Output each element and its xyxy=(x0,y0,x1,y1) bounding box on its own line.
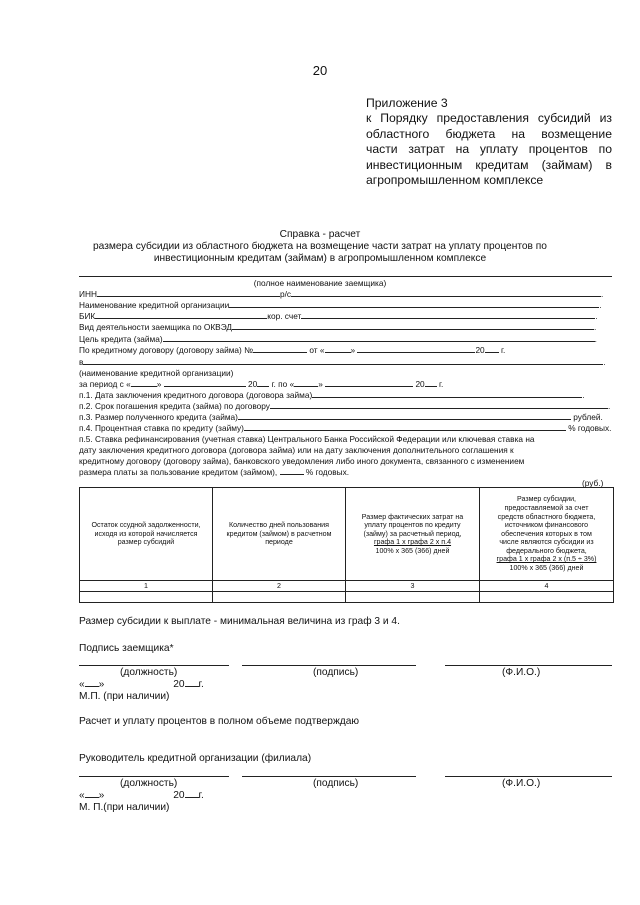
appendix-line: областного бюджета на возмещение xyxy=(366,126,612,141)
period-to-month-field[interactable] xyxy=(325,386,413,387)
p3-field[interactable] xyxy=(238,419,571,420)
fio-line[interactable] xyxy=(445,776,612,777)
col-header-subsidy: Размер субсидии, предоставляемой за счет средств областного бюджета, источником финансового обеспечения которых в том числе являются субсидии из федерального бюджета, графа 1 х графа 2 х (п.5 ÷ 3%) 100% х 365 (366) дней xyxy=(480,488,614,581)
table-cell[interactable] xyxy=(213,592,346,603)
okved-label: Вид деятельности заемщика по ОКВЭД xyxy=(79,322,233,332)
col-number: 2 xyxy=(213,581,346,592)
subsidy-table xyxy=(79,487,614,603)
signature-line[interactable] xyxy=(242,665,416,666)
okved-field[interactable] xyxy=(232,329,594,330)
inn-row: ИНН р/с . xyxy=(79,289,604,299)
period-row: за период с « » 20 г. по « » 20 г. xyxy=(79,379,444,389)
p5-text: п.5. Ставка рефинансирования (учетная ставка) Центрального Банка Российской Федерации или ключевая ставка на xyxy=(79,434,535,444)
col-header-loan-balance: Остаток ссудной задолженности, исходя из которой начисляется размер субсидий xyxy=(80,488,213,581)
date-day-field[interactable] xyxy=(85,797,99,798)
signature-line[interactable] xyxy=(242,776,416,777)
col-header-days: Количество дней пользования кредитом (займом) в расчетном периоде xyxy=(213,488,346,581)
currency-unit: (руб.) xyxy=(582,478,604,488)
kor-field[interactable] xyxy=(301,318,595,319)
borrower-signature-label: Подпись заемщика* xyxy=(79,643,174,654)
bank-name-label: Наименование кредитной организации xyxy=(79,300,230,310)
stamp-note: М. П.(при наличии) xyxy=(79,802,170,813)
rs-field[interactable] xyxy=(291,296,601,297)
col-number: 1 xyxy=(80,581,213,592)
appendix-line: Приложение 3 xyxy=(366,96,448,110)
bik-field[interactable] xyxy=(95,318,267,319)
doc-title: Справка - расчет xyxy=(279,229,361,240)
doc-title: размера субсидии из областного бюджета на возмещение части затрат на уплату процентов по xyxy=(93,241,547,252)
contract-label: По кредитному договору (договору займа) № xyxy=(79,345,254,355)
position-line[interactable] xyxy=(79,776,229,777)
min-value-note: Размер субсидии к выплате - минимальная величина из граф 3 и 4. xyxy=(79,616,400,627)
confirm-text: Расчет и уплату процентов в полном объеме подтверждаю xyxy=(79,716,360,727)
head-label: Руководитель кредитной организации (филиала) xyxy=(79,753,312,764)
period-from-year-field[interactable] xyxy=(257,386,269,387)
borrower-caption: (полное наименование заемщика) xyxy=(253,278,387,288)
col-number: 4 xyxy=(480,581,614,592)
fio-line[interactable] xyxy=(445,665,612,666)
date-year-field[interactable] xyxy=(185,686,199,687)
period-to-day-field[interactable] xyxy=(294,386,318,387)
contract-number-field[interactable] xyxy=(253,352,307,353)
formula: графа 1 х графа 2 х п.4 xyxy=(373,538,452,547)
p3-row: п.3. Размер полученного кредита (займа) рублей. xyxy=(79,412,603,422)
fio-caption: (Ф.И.О.) xyxy=(502,667,541,678)
borrower-name-line xyxy=(79,276,612,277)
p1-row: п.1. Дата заключения кредитного договора (договора займа) . xyxy=(79,390,585,400)
signature-caption: (подпись) xyxy=(313,667,359,678)
purpose-field[interactable] xyxy=(163,341,595,342)
col-header-actual-costs: Размер фактических затрат на уплату процентов по кредиту (займу) за расчетный период, графа 1 х графа 2 х п.4 100% х 365 (366) дней xyxy=(346,488,480,581)
p5-text: кредитному договору (договору займа), банковского уведомления либо иного документа, связанного с изменением xyxy=(79,456,525,466)
table-cell[interactable] xyxy=(80,592,213,603)
page-number: 20 xyxy=(312,63,328,78)
credit-org-field[interactable] xyxy=(83,364,603,365)
p1-field[interactable] xyxy=(312,397,582,398)
p2-row: п.2. Срок погашения кредита (займа) по договору . xyxy=(79,401,611,411)
date-year-field[interactable] xyxy=(185,797,199,798)
period-from-month-field[interactable] xyxy=(164,386,246,387)
bik-row: БИК кор. счет . xyxy=(79,311,598,321)
period-to-year-field[interactable] xyxy=(425,386,437,387)
table-cell[interactable] xyxy=(346,592,480,603)
p4-field[interactable] xyxy=(244,430,566,431)
position-caption: (должность) xyxy=(120,667,178,678)
appendix-line: к Порядку предоставления субсидий из xyxy=(366,111,612,126)
fio-caption: (Ф.И.О.) xyxy=(502,778,541,789)
date-row: « » 20 г. xyxy=(79,790,204,801)
credit-org-caption: (наименование кредитной организации) xyxy=(79,368,234,378)
credit-org-row: в . xyxy=(79,357,606,367)
purpose-label: Цель кредита (займа) xyxy=(79,334,163,344)
inn-label: ИНН xyxy=(79,289,97,299)
contract-year-field[interactable] xyxy=(485,352,499,353)
position-caption: (должность) xyxy=(120,778,178,789)
p4-row: п.4. Процентная ставка по кредиту (займу) % годовых. xyxy=(79,423,612,433)
table-number-row xyxy=(80,581,614,592)
appendix-line: инвестиционным кредитам (займам) в xyxy=(366,157,612,172)
bik-label: БИК xyxy=(79,311,96,321)
position-line[interactable] xyxy=(79,665,229,666)
p5-field[interactable] xyxy=(280,474,304,475)
okved-row: Вид деятельности заемщика по ОКВЭД . xyxy=(79,322,597,332)
table-row xyxy=(80,592,614,603)
purpose-row: Цель кредита (займа) . xyxy=(79,334,597,344)
col-number: 3 xyxy=(346,581,480,592)
contract-month-field[interactable] xyxy=(357,352,475,353)
appendix-line: агропромышленном комплексе xyxy=(366,173,544,188)
v-label: в xyxy=(79,357,84,367)
signature-caption: (подпись) xyxy=(313,778,359,789)
kor-label: кор. счет xyxy=(267,311,302,321)
date-row: « » 20 г. xyxy=(79,679,204,690)
doc-title: инвестиционным кредитам (займам) в агропромышленном комплексе xyxy=(153,253,487,264)
contract-row: По кредитному договору (договору займа) № от « » 20 г. xyxy=(79,345,506,355)
period-from-day-field[interactable] xyxy=(131,386,157,387)
p5-text: дату заключения кредитного договора (договора займа) или на дату заключения дополнительного соглашения к xyxy=(79,445,514,455)
stamp-note: М.П. (при наличии) xyxy=(79,691,170,702)
bank-name-field[interactable] xyxy=(229,307,599,308)
table-cell[interactable] xyxy=(480,592,614,603)
table-header-row xyxy=(80,488,614,581)
contract-day-field[interactable] xyxy=(325,352,351,353)
inn-field[interactable] xyxy=(97,296,280,297)
appendix-block xyxy=(366,96,612,188)
bank-row: Наименование кредитной организации . xyxy=(79,300,602,310)
appendix-line: части затрат на уплату процентов по xyxy=(366,142,612,157)
p5-row: размера платы за пользование кредитом (займом), % годовых. xyxy=(79,467,350,477)
formula: графа 1 х графа 2 х (п.5 ÷ 3%) xyxy=(496,555,597,564)
p2-field[interactable] xyxy=(270,408,608,409)
rs-label: р/с xyxy=(279,289,292,299)
date-day-field[interactable] xyxy=(85,686,99,687)
